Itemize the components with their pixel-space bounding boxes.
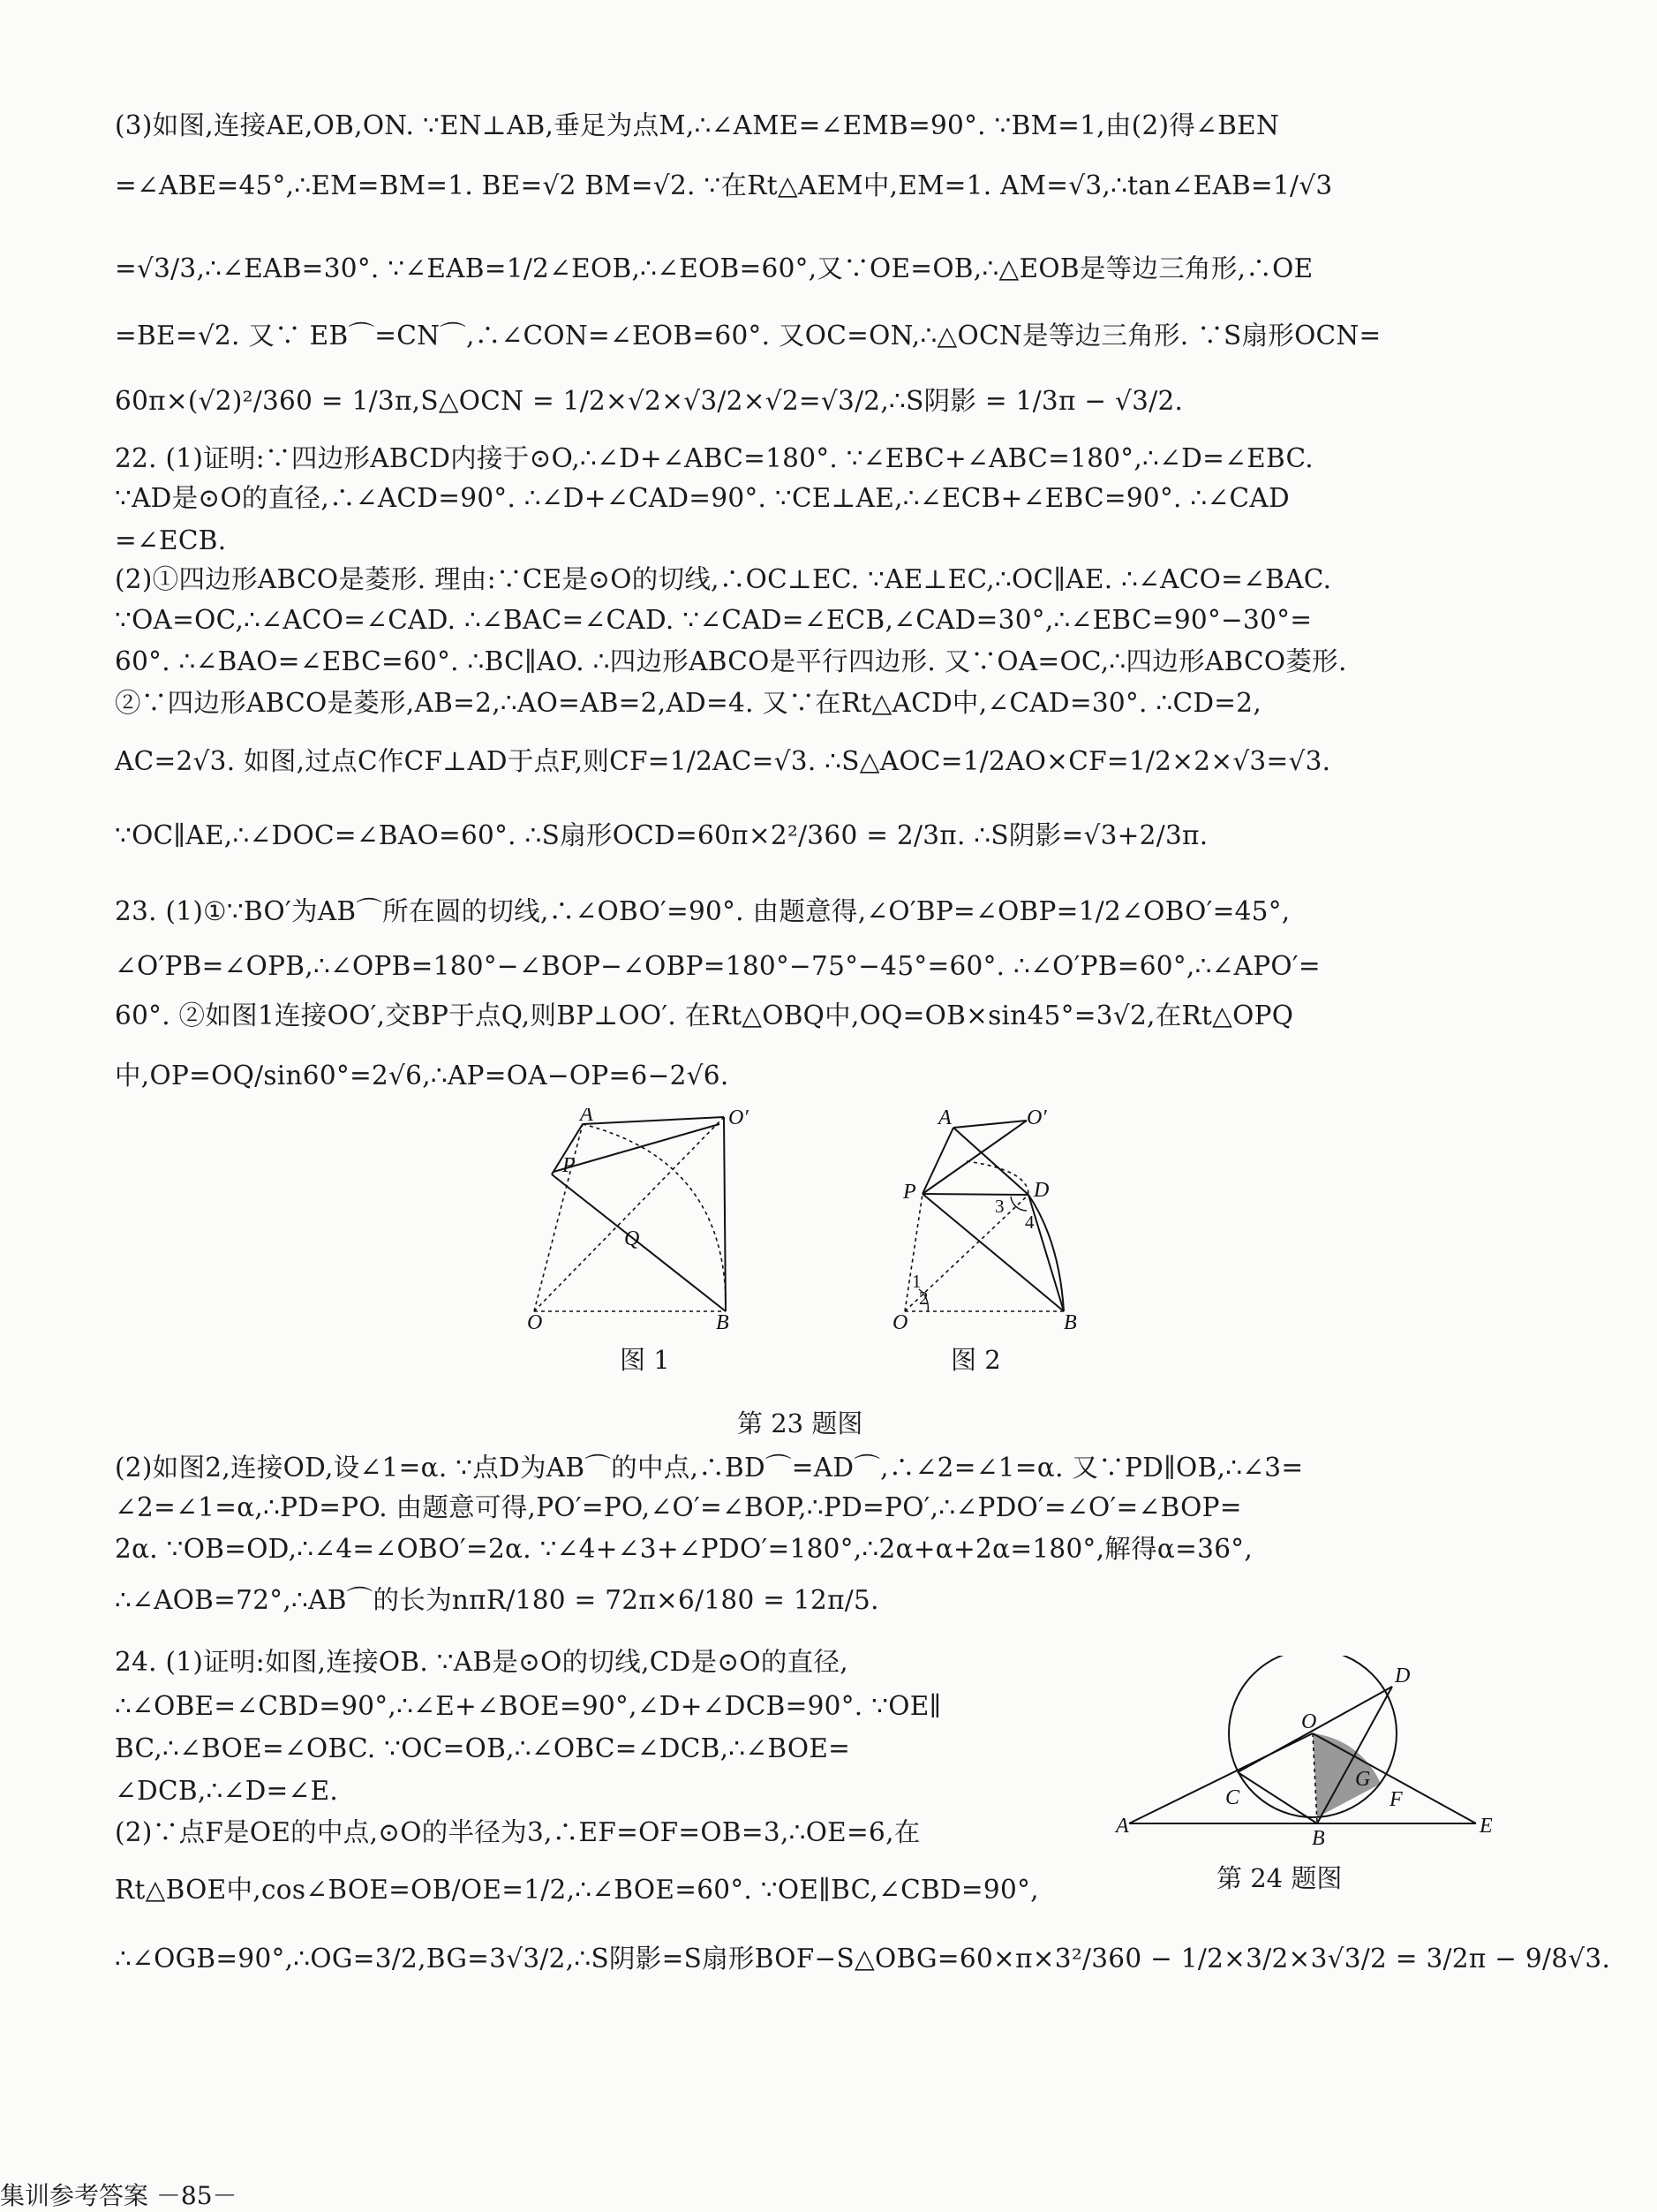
q23-figure-title: 第 23 题图 <box>737 1408 863 1438</box>
q23-figure-1-caption: 图 1 <box>620 1345 670 1375</box>
q23-figure-2 <box>861 1108 1099 1329</box>
q23-fig2-label-1: 1 <box>912 1271 922 1292</box>
q22-line-8: AC=2√3. 如图,过点C作CF⊥AD于点F,则CF=1/2AC=√3. ∴S△AOC=1/2AO×CF=1/2×2×√3=√3. <box>115 746 1331 776</box>
q21-line-4: =BE=√2. 又∵ EB⌒=CN⌒,∴∠CON=∠EOB=60°. 又OC=ON,∴△OCN是等边三角形. ∵S扇形OCN= <box>115 321 1382 351</box>
q24-line-3: BC,∴∠BOE=∠OBC. ∵OC=OB,∴∠OBC=∠DCB,∴∠BOE= <box>115 1733 851 1763</box>
q23-line-3: 60°. ②如图1连接OO′,交BP于点Q,则BP⊥OO′. 在Rt△OBQ中,OQ=OB×sin45°=3√2,在Rt△OPQ <box>115 1000 1294 1031</box>
q24-fig-label-E: E <box>1480 1815 1493 1838</box>
q23-fig2-label-D: D <box>1034 1179 1050 1202</box>
q23-fig2-label-4: 4 <box>1025 1212 1035 1233</box>
q22-line-4: (2)①四边形ABCO是菱形. 理由:∵CE是⊙O的切线,∴OC⊥EC. ∵AE⊥EC,∴OC∥AE. ∴∠ACO=∠BAC. <box>115 564 1332 594</box>
q24-line-1: 24. (1)证明:如图,连接OB. ∵AB是⊙O的切线,CD是⊙O的直径, <box>115 1647 848 1677</box>
q23-line-6: ∠2=∠1=α,∴PD=PO. 由题意可得,PO′=PO,∠O′=∠BOP,∴PD=PO′,∴∠PDO′=∠O′=∠BOP= <box>115 1492 1242 1522</box>
q22-line-1: 22. (1)证明:∵四边形ABCD内接于⊙O,∴∠D+∠ABC=180°. ∵∠EBC+∠ABC=180°,∴∠D=∠EBC. <box>115 443 1314 473</box>
q24-fig-label-A: A <box>1116 1815 1129 1838</box>
q23-fig1-label-O-prime: O′ <box>728 1108 749 1129</box>
q23-fig2-label-2: 2 <box>919 1287 929 1309</box>
q22-line-7: ②∵四边形ABCO是菱形,AB=2,∴AO=AB=2,AD=4. 又∵在Rt△ACD中,∠CAD=30°. ∴CD=2, <box>115 688 1262 718</box>
q23-fig1-label-O: O <box>527 1311 543 1329</box>
q24-fig-label-O: O <box>1301 1710 1317 1733</box>
q23-fig2-label-P: P <box>903 1181 916 1204</box>
q24-fig-label-B: B <box>1312 1827 1325 1850</box>
q23-fig1-label-B: B <box>716 1311 729 1329</box>
q21-line-1: (3)如图,连接AE,OB,ON. ∵EN⊥AB,垂足为点M,∴∠AME=∠EMB=90°. ∵BM=1,由(2)得∠BEN <box>115 110 1280 140</box>
q23-line-5: (2)如图2,连接OD,设∠1=α. ∵点D为AB⌒的中点,∴BD⌒=AD⌒,∴∠2=∠1=α. 又∵PD∥OB,∴∠3= <box>115 1453 1304 1483</box>
q23-line-1: 23. (1)①∵BO′为AB⌒所在圆的切线,∴∠OBO′=90°. 由题意得,∠O′BP=∠OBP=1/2∠OBO′=45°, <box>115 896 1291 926</box>
q24-figure <box>1114 1656 1503 1859</box>
q22-line-9: ∵OC∥AE,∴∠DOC=∠BAO=60°. ∴S扇形OCD=60π×2²/360 = 2/3π. ∴S阴影=√3+2/3π. <box>115 820 1209 850</box>
q24-line-7: ∴∠OGB=90°,∴OG=3/2,BG=3√3/2,∴S阴影=S扇形BOF−S△OBG=60×π×3²/360 − 1/2×3/2×3√3/2 = 3/2π − 9/8√3. <box>115 1944 1611 1974</box>
q24-fig-label-C: C <box>1225 1786 1240 1809</box>
q21-line-3: =√3/3,∴∠EAB=30°. ∵∠EAB=1/2∠EOB,∴∠EOB=60°,又∵OE=OB,∴△EOB是等边三角形,∴OE <box>115 253 1314 283</box>
q23-line-8: ∴∠AOB=72°,∴AB⌒的长为nπR/180 = 72π×6/180 = 12π/5. <box>115 1585 879 1615</box>
q23-fig2-label-B: B <box>1064 1311 1077 1329</box>
q24-line-5: (2)∵点F是OE的中点,⊙O的半径为3,∴EF=OF=OB=3,∴OE=6,在 <box>115 1817 921 1847</box>
q24-figure-title: 第 24 题图 <box>1216 1863 1343 1893</box>
q23-figure-2-caption: 图 2 <box>951 1345 1001 1375</box>
q23-fig2-label-O-prime: O′ <box>1027 1108 1047 1129</box>
q22-line-3: =∠ECB. <box>115 525 227 555</box>
q24-fig-label-D: D <box>1395 1665 1411 1687</box>
q23-fig1-label-A: A <box>580 1108 593 1126</box>
q23-fig2-label-3: 3 <box>995 1196 1005 1217</box>
q23-line-4: 中,OP=OQ/sin60°=2√6,∴AP=OA−OP=6−2√6. <box>115 1061 729 1091</box>
q22-line-5: ∵OA=OC,∴∠ACO=∠CAD. ∴∠BAC=∠CAD. ∵∠CAD=∠ECB,∠CAD=30°,∴∠EBC=90°−30°= <box>115 605 1313 635</box>
q22-line-6: 60°. ∴∠BAO=∠EBC=60°. ∴BC∥AO. ∴四边形ABCO是平行四边形. 又∵OA=OC,∴四边形ABCO菱形. <box>115 646 1347 676</box>
q24-line-6: Rt△BOE中,cos∠BOE=OB/OE=1/2,∴∠BOE=60°. ∵OE∥BC,∠CBD=90°, <box>115 1875 1039 1905</box>
q24-line-4: ∠DCB,∴∠D=∠E. <box>115 1776 339 1806</box>
q23-line-2: ∠O′PB=∠OPB,∴∠OPB=180°−∠BOP−∠OBP=180°−75°−45°=60°. ∴∠O′PB=60°,∴∠APO′= <box>115 951 1321 981</box>
q23-fig2-label-O: O <box>893 1311 908 1329</box>
q23-fig1-label-Q: Q <box>624 1227 640 1250</box>
q23-figure-1 <box>516 1108 755 1329</box>
q23-line-7: 2α. ∵OB=OD,∴∠4=∠OBO′=2α. ∵∠4+∠3+∠PDO′=180°,∴2α+α+2α=180°,解得α=36°, <box>115 1534 1253 1564</box>
q22-line-2: ∵AD是⊙O的直径,∴∠ACD=90°. ∴∠D+∠CAD=90°. ∵CE⊥AE,∴∠ECB+∠EBC=90°. ∴∠CAD <box>115 483 1290 513</box>
q24-fig-label-F: F <box>1390 1788 1403 1811</box>
q24-line-2: ∴∠OBE=∠CBD=90°,∴∠E+∠BOE=90°,∠D+∠DCB=90°. ∵OE∥ <box>115 1691 942 1721</box>
q21-line-2: =∠ABE=45°,∴EM=BM=1. BE=√2 BM=√2. ∵在Rt△AEM中,EM=1. AM=√3,∴tan∠EAB=1/√3 <box>115 170 1333 200</box>
q24-fig-label-G: G <box>1355 1768 1371 1791</box>
q23-fig1-label-P: P <box>562 1154 576 1177</box>
q21-line-5: 60π×(√2)²/360 = 1/3π,S△OCN = 1/2×√2×√3/2×√2=√3/2,∴S阴影 = 1/3π − √3/2. <box>115 386 1184 416</box>
q23-fig2-label-A: A <box>938 1108 952 1129</box>
page-footer: 集训参考答案 －85－ <box>0 2181 237 2210</box>
